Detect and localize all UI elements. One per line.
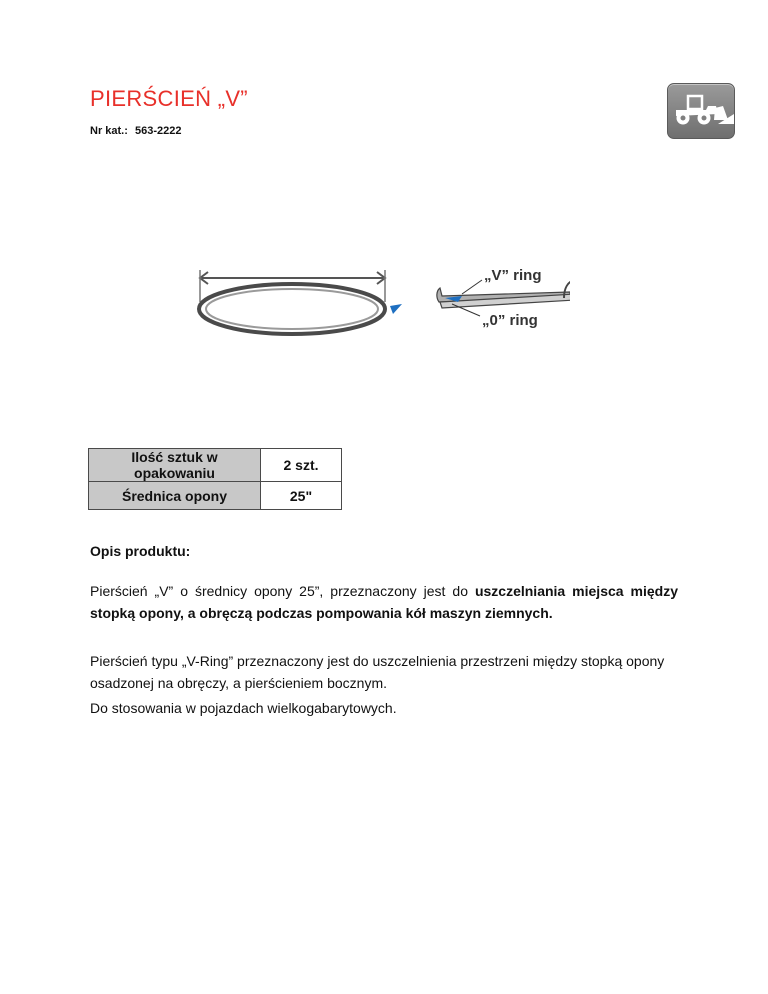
blue-pointer-icon	[390, 304, 402, 314]
description-lead: Pierścień „V” o średnicy opony 25”, przeznaczony jest do	[90, 583, 475, 599]
table-row	[89, 482, 342, 510]
catalog-value: 563-2222	[134, 125, 182, 137]
loader-vehicle-icon	[668, 84, 734, 138]
spec-table	[88, 448, 342, 510]
o-ring-label: „0” ring	[482, 312, 538, 329]
v-ring-label: „V” ring	[484, 267, 542, 284]
description-paragraph-1	[90, 580, 678, 624]
spec-label-diameter: Średnica opony	[89, 482, 261, 510]
catalog-number	[90, 125, 181, 137]
description-paragraph-3: Do stosowania w pojazdach wielkogabarytowych.	[90, 700, 397, 716]
category-badge	[667, 83, 735, 139]
catalog-label: Nr kat.:	[90, 125, 128, 137]
description-paragraph-2: Pierścień typu „V-Ring” przeznaczony jest do uszczelnienia przestrzeni między stopką opony osadzonej na obręczy, a pierścieniem bocznym.	[90, 653, 665, 691]
spec-value-diameter: 25"	[261, 482, 342, 510]
spec-value-quantity: 2 szt.	[261, 449, 342, 482]
spec-label-quantity: Ilość sztuk w opakowaniu	[89, 449, 261, 482]
table-row	[89, 449, 342, 482]
product-diagram	[190, 258, 570, 353]
description-heading: Opis produktu:	[90, 543, 191, 559]
description-emphasis: uszczelniania miejsca między stopką opony, a obręczą podczas pompowania kół maszyn ziemnych.	[90, 583, 678, 621]
ring-inner	[206, 289, 378, 329]
product-title: PIERŚCIEŃ „V”	[90, 86, 248, 111]
ring-outer	[199, 284, 385, 334]
ring-illustration	[199, 270, 402, 334]
rim-cross-section	[437, 267, 570, 329]
